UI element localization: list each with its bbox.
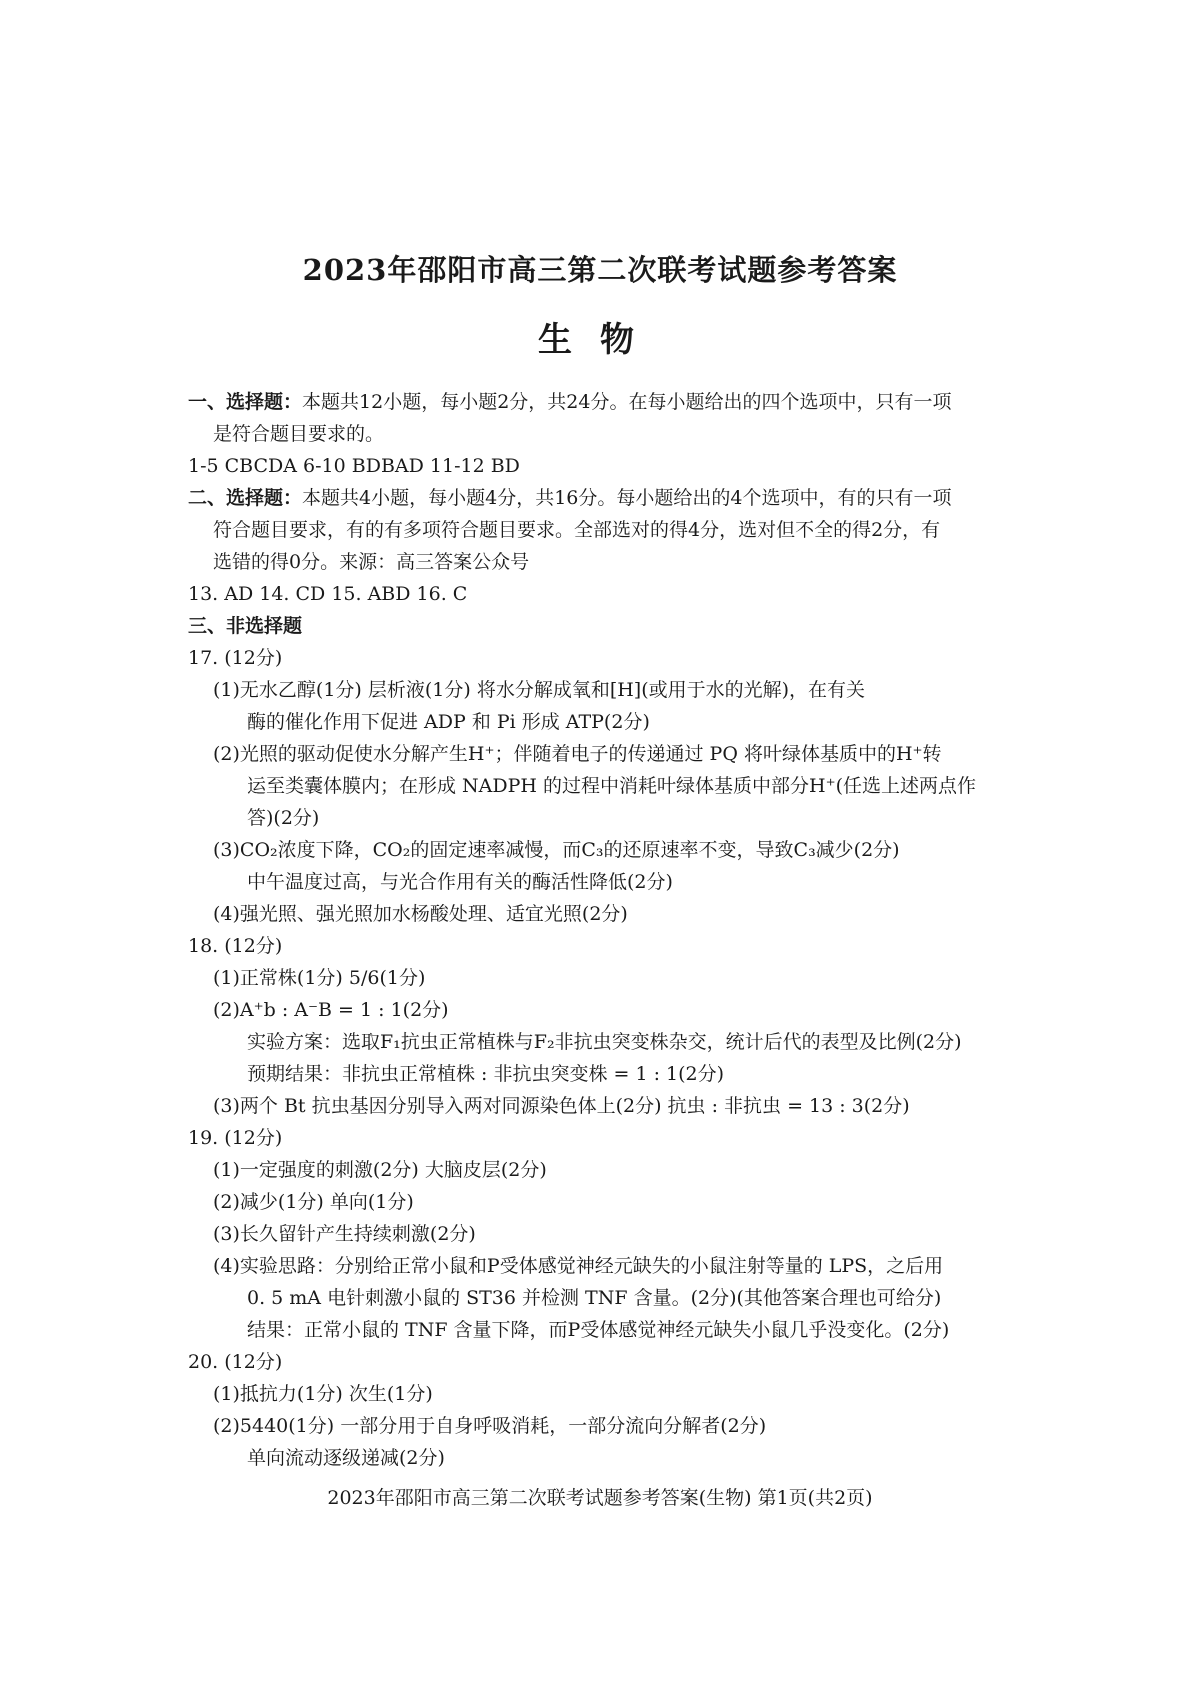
section2-answers: 13. AD 14. CD 15. ABD 16. C: [188, 583, 468, 605]
q18-part2-line3: 预期结果：非抗虫正常植株 : 非抗虫突变株 = 1 : 1(2分): [247, 1063, 725, 1085]
section1-answers: 1-5 CBCDA 6-10 BDBAD 11-12 BD: [188, 455, 520, 477]
q18-part3: (3)两个 Bt 抗虫基因分别导入两对同源染色体上(2分) 抗虫 : 非抗虫 = 13 : 3(2分): [213, 1095, 910, 1117]
q20-part2-line2: 单向流动逐级递减(2分): [247, 1447, 445, 1469]
section1-line2: 是符合题目要求的。: [213, 423, 385, 445]
q17-part2-line3: 答)(2分): [247, 807, 320, 829]
section1-line1: [188, 386, 1018, 418]
q19-part4-line2: 0. 5 mA 电针刺激小鼠的 ST36 并检测 TNF 含量。(2分)(其他答案合理也可给分): [247, 1287, 942, 1309]
subject-title: 生物: [538, 320, 662, 360]
q17-header: 17. (12分): [188, 647, 283, 669]
q20-part2-line1: (2)5440(1分) 一部分用于自身呼吸消耗，一部分流向分解者(2分): [213, 1415, 767, 1437]
q20-header: 20. (12分): [188, 1351, 283, 1373]
section2-line2: 符合题目要求，有的有多项符合题目要求。全部选对的得4分，选对但不全的得2分，有: [213, 519, 941, 541]
q18-part2-line2: 实验方案：选取F₁抗虫正常植株与F₂非抗虫突变株杂交，统计后代的表型及比例(2分): [247, 1031, 962, 1053]
q17-part2-line2: 运至类囊体膜内；在形成 NADPH 的过程中消耗叶绿体基质中部分H⁺(任选上述两点作: [247, 775, 977, 797]
q18-part2-line1: (2)A⁺b : A⁻B = 1 : 1(2分): [213, 999, 449, 1021]
section1-label: 一、选择题：: [188, 391, 303, 413]
q17-part1-line1: (1)无水乙醇(1分) 层析液(1分) 将水分解成氧和[H](或用于水的光解)，在有关: [213, 679, 866, 701]
q17-part3-line1: (3)CO₂浓度下降，CO₂的固定速率减慢，而C₃的还原速率不变，导致C₃减少(2分): [213, 839, 900, 861]
section2-line1: [188, 482, 1018, 514]
q19-part4-line3: 结果：正常小鼠的 TNF 含量下降，而P受体感觉神经元缺失小鼠几乎没变化。(2分): [247, 1319, 950, 1341]
page-footer: 2023年邵阳市高三第二次联考试题参考答案(生物) 第1页(共2页): [327, 1487, 873, 1509]
q17-part3-line2: 中午温度过高，与光合作用有关的酶活性降低(2分): [247, 871, 673, 893]
q19-header: 19. (12分): [188, 1127, 283, 1149]
section1-text: 本题共12小题，每小题2分，共24分。在每小题给出的四个选项中，只有一项: [302, 391, 952, 413]
q18-part1: (1)正常株(1分) 5/6(1分): [213, 967, 426, 989]
q17-part2-line1: (2)光照的驱动促使水分解产生H⁺；伴随着电子的传递通过 PQ 将叶绿体基质中的H⁺转: [213, 743, 942, 765]
q19-part1: (1)一定强度的刺激(2分) 大脑皮层(2分): [213, 1159, 547, 1181]
page-title: 2023年邵阳市高三第二次联考试题参考答案: [302, 253, 898, 287]
q19-part2: (2)减少(1分) 单向(1分): [213, 1191, 414, 1213]
q19-part4-line1: (4)实验思路：分别给正常小鼠和P受体感觉神经元缺失的小鼠注射等量的 LPS，之后用: [213, 1255, 944, 1277]
answer-content: [188, 386, 1018, 1474]
section2-line3: 选错的得0分。来源：高三答案公众号: [213, 551, 530, 573]
section2-text: 本题共4小题，每小题4分，共16分。每小题给出的4个选项中，有的只有一项: [302, 487, 952, 509]
q19-part3: (3)长久留针产生持续刺激(2分): [213, 1223, 476, 1245]
q17-part4: (4)强光照、强光照加水杨酸处理、适宜光照(2分): [213, 903, 628, 925]
section2-label: 二、选择题：: [188, 487, 303, 509]
q20-part1: (1)抵抗力(1分) 次生(1分): [213, 1383, 433, 1405]
section3-label: 三、非选择题: [188, 615, 303, 637]
q17-part1-line2: 酶的催化作用下促进 ADP 和 Pi 形成 ATP(2分): [247, 711, 650, 733]
q18-header: 18. (12分): [188, 935, 283, 957]
